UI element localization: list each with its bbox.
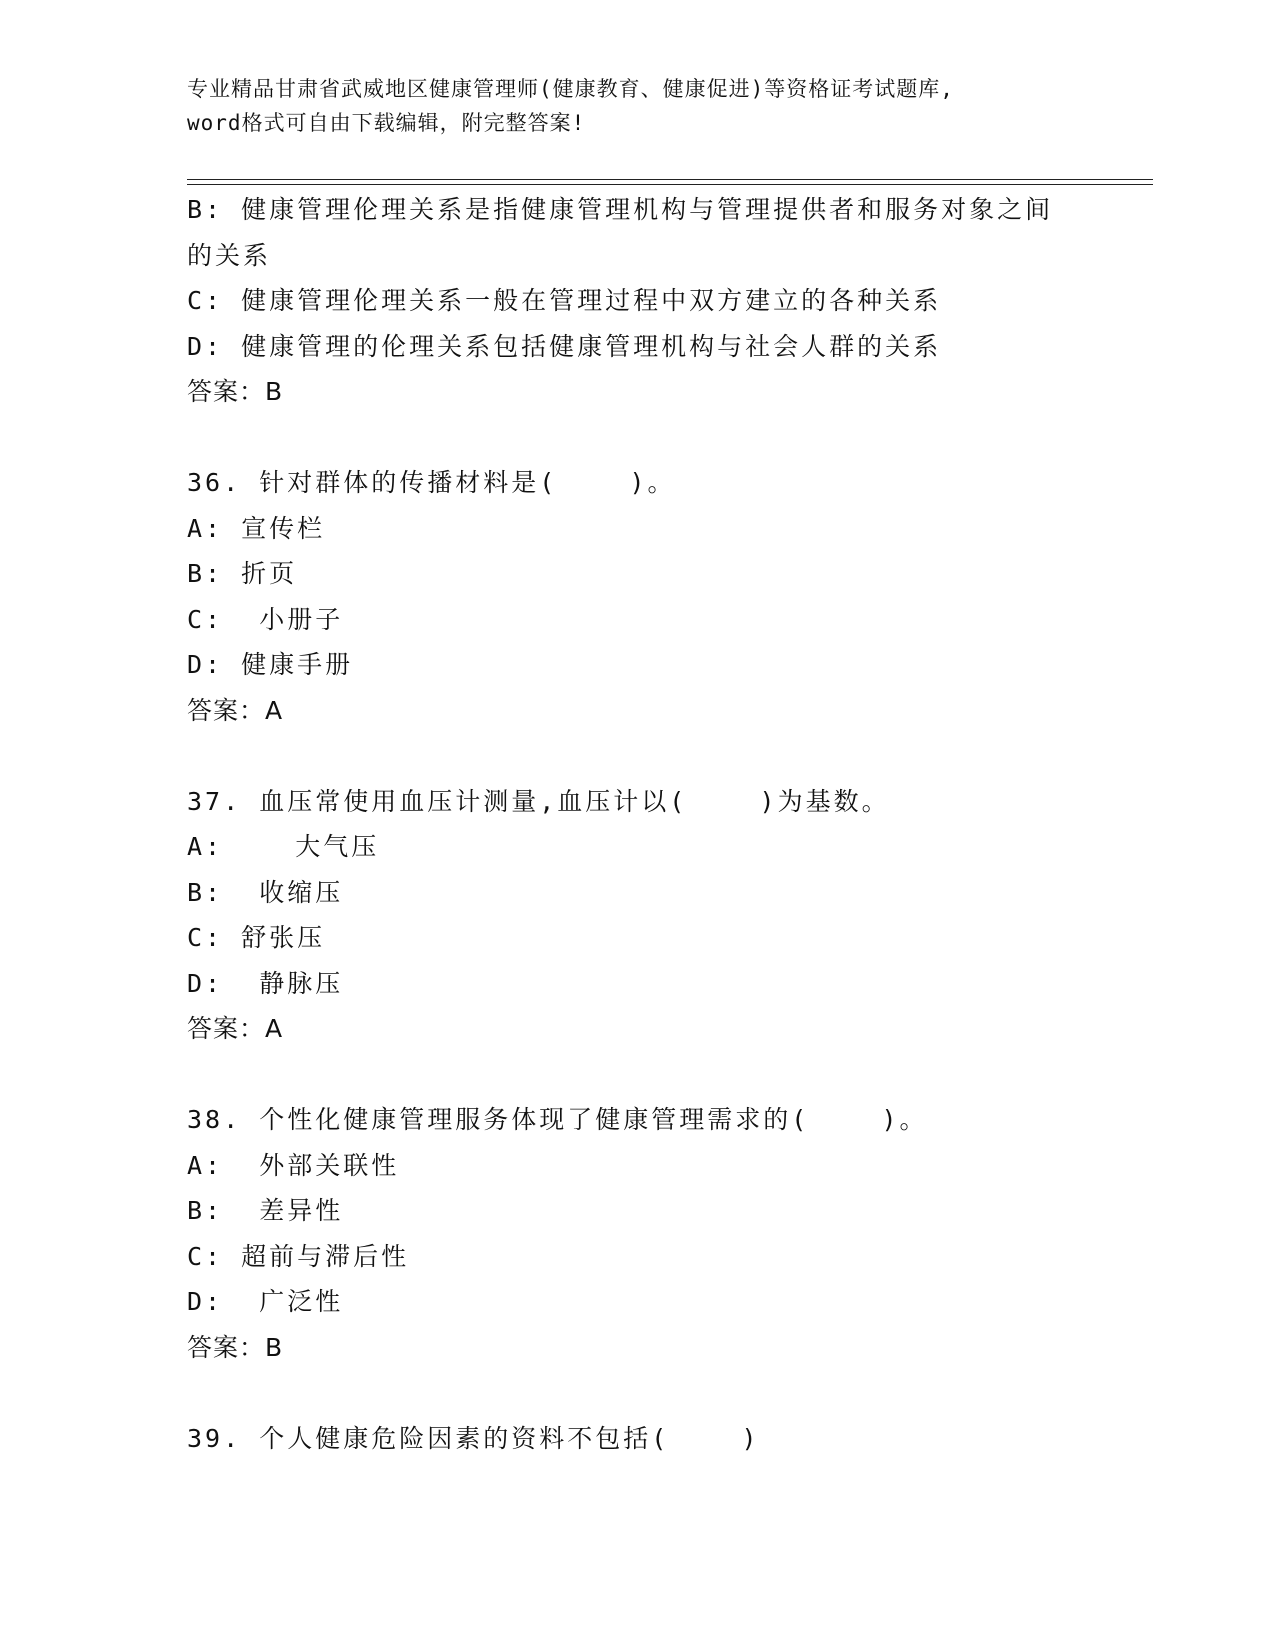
question-36-block <box>187 460 1147 733</box>
question-37-block <box>187 779 1147 1052</box>
option-c: C: 超前与滞后性 <box>187 1241 410 1271</box>
option-b: B: 差异性 <box>187 1196 344 1225</box>
answer-line: 答案：A <box>187 695 284 725</box>
question-content <box>187 187 1147 1461</box>
option-b: B: 收缩压 <box>187 877 344 907</box>
question-stem: 39. 个人健康危险因素的资料不包括( ) <box>187 1423 760 1453</box>
option-a: A: 宣传栏 <box>187 513 326 543</box>
question-39-block <box>187 1416 1147 1462</box>
question-stem: 36. 针对群体的传播材料是( )。 <box>187 468 676 497</box>
header-line-1: 专业精品甘肃省武威地区健康管理师(健康教育、健康促进)等资格证考试题库, <box>187 77 954 101</box>
header-line-2: word格式可自由下载编辑，附完整答案! <box>187 111 586 135</box>
option-c: C: 小册子 <box>187 604 344 634</box>
option-d: D: 广泛性 <box>187 1287 344 1316</box>
option-d: D: 静脉压 <box>187 968 344 998</box>
option-d: D: 健康手册 <box>187 650 354 679</box>
header-rule-bottom <box>187 184 1153 185</box>
option-c: C: 健康管理伦理关系一般在管理过程中双方建立的各种关系 <box>187 286 942 315</box>
answer-line: 答案：B <box>187 1332 284 1362</box>
option-b: B: 健康管理伦理关系是指健康管理机构与管理提供者和服务对象之间 <box>187 195 1054 224</box>
spacer <box>187 1052 1147 1098</box>
header-rule-top <box>187 179 1153 180</box>
question-stem: 37. 血压常使用血压计测量,血压计以( )为基数。 <box>187 786 890 816</box>
answer-line: 答案：A <box>187 1014 284 1043</box>
option-b: B: 折页 <box>187 559 298 588</box>
option-d: D: 健康管理的伦理关系包括健康管理机构与社会人群的关系 <box>187 331 942 361</box>
option-a: A: 大气压 <box>187 832 380 861</box>
option-c: C: 舒张压 <box>187 923 326 952</box>
option-b-continued: 的关系 <box>187 240 272 270</box>
option-a: A: 外部关联性 <box>187 1150 400 1180</box>
question-38-block <box>187 1097 1147 1370</box>
spacer <box>187 733 1147 779</box>
spacer <box>187 415 1147 461</box>
document-header <box>187 72 1147 140</box>
partial-question-block <box>187 187 1147 415</box>
answer-line: 答案：B <box>187 377 284 406</box>
question-stem: 38. 个性化健康管理服务体现了健康管理需求的( )。 <box>187 1105 928 1134</box>
spacer <box>187 1370 1147 1416</box>
